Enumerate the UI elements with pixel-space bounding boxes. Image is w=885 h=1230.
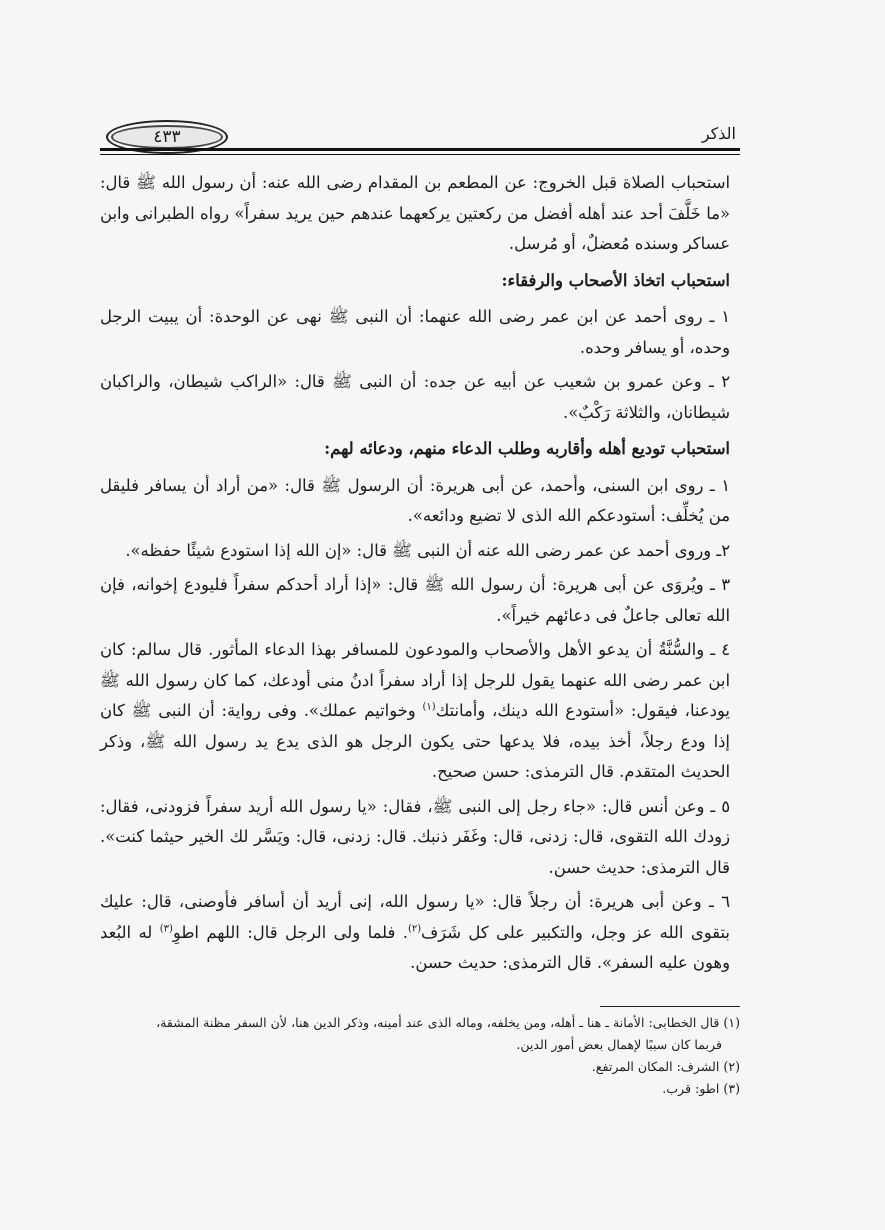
footnote-ref: (٣): [159, 923, 173, 935]
chapter-title: الذكر: [701, 124, 736, 143]
footnote-ref: (١): [422, 701, 436, 713]
paragraph: ١ ـ روى ابن السنى، وأحمد، عن أبى هريرة: أن الرسول ﷺ قال: «من أراد أن يسافر فليقل من يُخلِّف: أستودعكم الله الذى لا تضيع ودائعه».: [100, 475, 730, 525]
section-heading: استحباب اتخاذ الأصحاب والرفقاء:: [501, 270, 730, 290]
footnote-ref: (٢): [407, 923, 422, 935]
paragraph: ٥ ـ وعن أنس قال: «جاء رجل إلى النبى ﷺ، فقال: «يا رسول الله أريد سفراً فزودنى، فقال: زودك الله التقوى، قال: زدنى، قال: وغَفَر ذنبك. قال: زدنى، قال: ويَسَّر لك الخير حيثما كنت». قال الترمذى: حديث حسن.: [100, 796, 730, 877]
text-run: له البُعد وهون عليه السفر». قال الترمذى: حديث حسن.: [100, 922, 730, 972]
paragraph: [100, 635, 730, 788]
header-rule-thick: [100, 148, 740, 151]
text-run: ٤ ـ والسُّنَّةُ أن يدعو الأهل والأصحاب والمودعون للمسافر بهذا الدعاء المأثور. قال سالم: كان ابن عمر رضى الله عنهما يقول للرجل إذا أراد سفراً ادنُ منى أودعك، كما كان رسول الله ﷺ يودعنا، فيقول: «أستودع الله دينك، وأمانتك: [100, 640, 730, 720]
page-header: [100, 118, 740, 158]
paragraph: ٢ـ وروى أحمد عن عمر رضى الله عنه أن النبى ﷺ قال: «إن الله إذا استودع شيئًا حفظه».: [125, 540, 730, 560]
main-text: [100, 168, 730, 983]
paragraph: استحباب الصلاة قبل الخروج: عن المطعم بن المقدام رضى الله عنه: أن رسول الله ﷺ قال: «ما خَلَّفَ أحد عند أهله أفضل من ركعتين يركعهما عندهم حين يريد سفراً» رواه الطبرانى وابن عساكر وسنده مُعضلٌ، أو مُرسل.: [100, 173, 730, 253]
footnote-separator: [600, 1006, 740, 1007]
footnote-continuation: فربما كان سببًا لإهمال بعض أمور الدين.: [516, 1037, 722, 1052]
page-number: ٤٣٣: [153, 127, 181, 147]
paragraph: ٢ ـ وعن عمرو بن شعيب عن أبيه عن جده: أن النبى ﷺ قال: «الراكب شيطان، والراكبان شيطانان، والثلاثة رَكْبٌ».: [100, 372, 730, 422]
footnote: (٣) اطو: قرب.: [662, 1081, 740, 1096]
paragraph: [100, 887, 730, 979]
header-rule-thin: [100, 154, 740, 155]
paragraph: ١ ـ روى أحمد عن ابن عمر رضى الله عنهما: أن النبى ﷺ نهى عن الوحدة: أن يبيت الرجل وحده، أو يسافر وحده.: [100, 307, 730, 357]
paragraph: ٣ ـ ويُروَى عن أبى هريرة: أن رسول الله ﷺ قال: «إذا أراد أحدكم سفراً فليودع إخوانه، فإن الله تعالى جاعلٌ فى دعائهم خيراً».: [100, 575, 730, 625]
section-heading: استحباب توديع أهله وأقاربه وطلب الدعاء منهم، ودعائه لهم:: [324, 439, 730, 458]
text-run: ٦ ـ وعن أبى هريرة: أن رجلاً قال: «يا رسول الله، إنى أريد أن أسافر فأوصنى، قال: عليك بتقوى الله عز وجل، والتكبير على كل شَرَف: [100, 892, 730, 942]
text-run: وخواتيم عملك». وفى رواية: أن النبى ﷺ كان إذا ودع رجلاً، أخذ بيده، فلا يدعها حتى يكون الرجل هو الذى يدع يد رسول الله ﷺ، وذكر الحديث المتقدم. قال الترمذى: حسن صحيح.: [100, 701, 730, 781]
footnote: (١) قال الخطابى: الأمانة ـ هنا ـ أهله، ومن يخلفه، وماله الذى عند أمينه، وذكر الدين هنا، لأن السفر مظنة المشقة،: [156, 1015, 740, 1030]
footnote: (٢) الشرف: المكان المرتفع.: [591, 1059, 740, 1074]
footnotes: [100, 1012, 740, 1100]
text-run: . فلما ولى الرجل قال: اللهم اطوِ: [172, 922, 408, 942]
